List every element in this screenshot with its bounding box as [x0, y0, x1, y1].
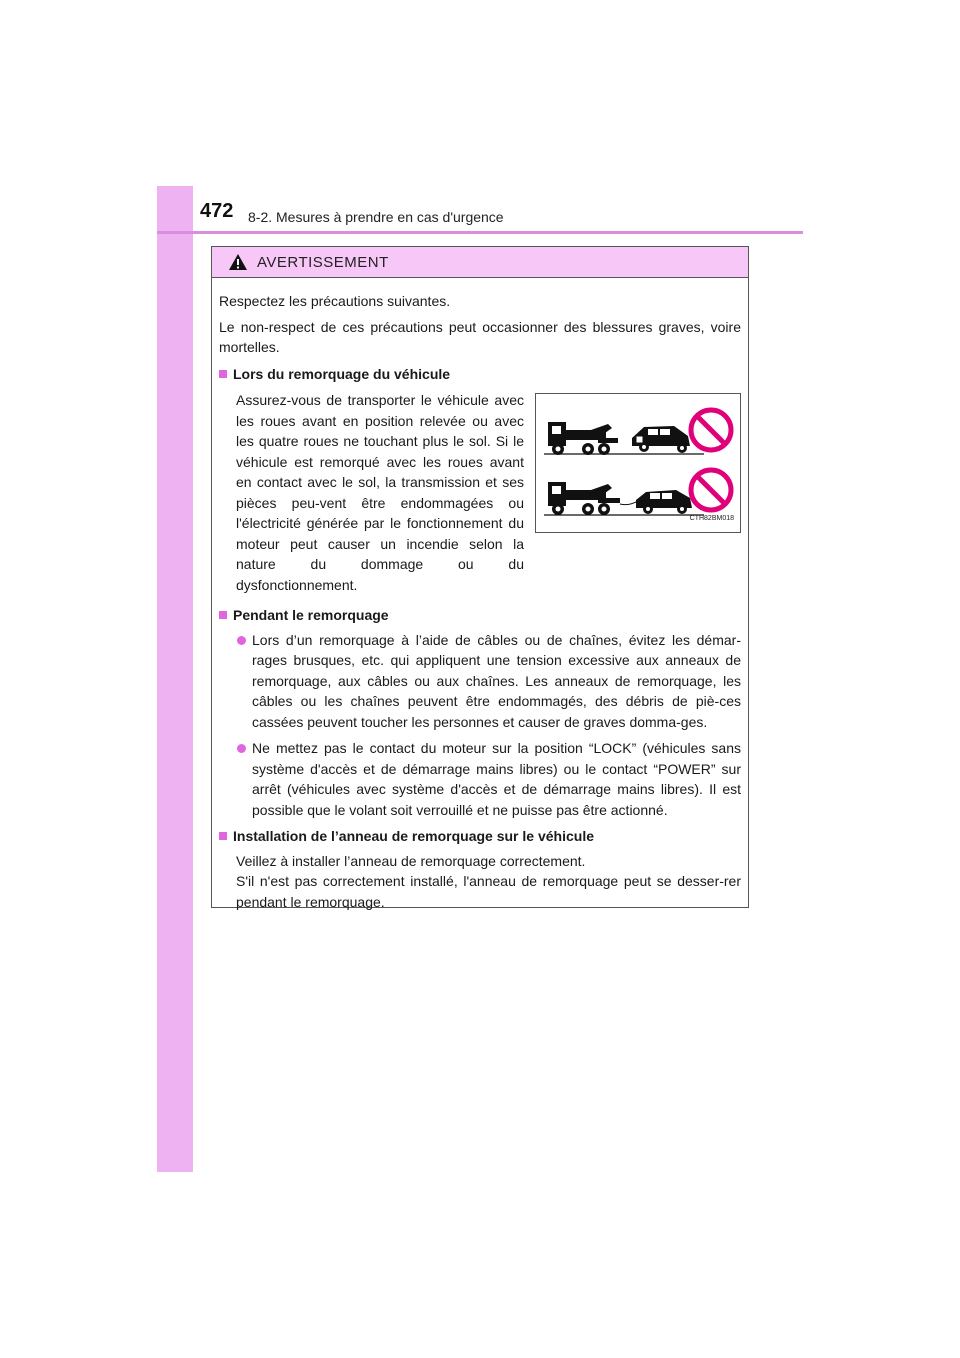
list-item — [236, 630, 741, 733]
warning-header — [212, 247, 748, 278]
warning-triangle-icon — [228, 253, 248, 271]
warning-title: AVERTISSEMENT — [257, 253, 389, 271]
list-item — [236, 738, 741, 820]
tow-truck-icon — [548, 422, 618, 455]
intro-line-2: Le non-respect de ces précautions peut occasionner des blessures graves, voire mortelles. — [219, 318, 741, 355]
section-heading-tow-eye — [219, 826, 741, 847]
round-bullet-icon — [237, 744, 246, 753]
section-heading-text: Pendant le remorquage — [233, 607, 389, 623]
list-item-text: Lors d’un remorquage à l’aide de câbles ou de chaînes, évitez les démar-rages brusques, etc. qui appliquent une tension excessive aux anneaux de remorquage, aux câbles ou aux chaînes. Les anneaux de remorquage, les câbles ou les chaînes peuvent être endommagés, des débris de piè-ces cassées peuvent toucher les personnes et causer de graves domma-ges. — [252, 631, 741, 730]
square-bullet-icon — [219, 370, 227, 378]
side-tab-bar — [157, 186, 193, 1172]
towing-text: Assurez-vous de transporter le véhicule avec les roues avant en position relevée ou avec les quatre roues ne touchant plus le sol. Si le véhicule est remorqué avec les roues avant en contact avec le sol, la transmission et ses pièces peu-vent être endommagées ou l'électricité générée par le fonctionnement du moteur peut causer un incendie selon la nature du dommage ou du dysfonctionnement. — [236, 392, 524, 593]
prohibition-icon — [691, 470, 731, 510]
page-number: 472 — [200, 200, 234, 222]
square-bullet-icon — [219, 611, 227, 619]
square-bullet-icon — [219, 832, 227, 840]
towing-section — [219, 390, 741, 595]
towing-illustration — [535, 393, 741, 533]
during-towing-list — [219, 630, 741, 821]
section-heading-towing — [219, 364, 741, 385]
intro-line-1: Respectez les précautions suivantes. — [219, 293, 451, 309]
header-rule — [157, 231, 803, 234]
section-heading-text: Lors du remorquage du véhicule — [233, 365, 451, 382]
tow-eye-text-1: Veillez à installer l’anneau de remorquage correctement. — [236, 852, 586, 869]
section-heading-during-towing — [219, 605, 741, 626]
round-bullet-icon — [237, 636, 246, 645]
prohibition-icon — [691, 410, 731, 450]
car-icon — [636, 490, 692, 514]
car-icon — [632, 426, 690, 453]
tow-truck-icon — [548, 482, 620, 515]
list-item-text: Ne mettez pas le contact du moteur sur la position “LOCK” (véhicules sans système d'accès et de démarrage mains libres) ou le contact “POWER” sur arrêt (véhicules avec système d'accès et de démarrage mains libres). Il est possible que le volant soit verrouillé et ne puisse pas être actionné. — [252, 740, 741, 818]
illustration-code: CTH82BM018 — [689, 514, 734, 522]
warning-box — [211, 246, 749, 908]
tow-eye-section — [219, 851, 741, 913]
section-title: 8-2. Mesures à prendre en cas d'urgence — [248, 209, 504, 225]
tow-eye-text-2: S'il n'est pas correctement installé, l'anneau de remorquage peut se desser-rer pendant le remorquage. — [236, 873, 741, 910]
section-heading-text: Installation de l’anneau de remorquage sur le véhicule — [233, 828, 594, 844]
warning-body — [212, 278, 748, 912]
